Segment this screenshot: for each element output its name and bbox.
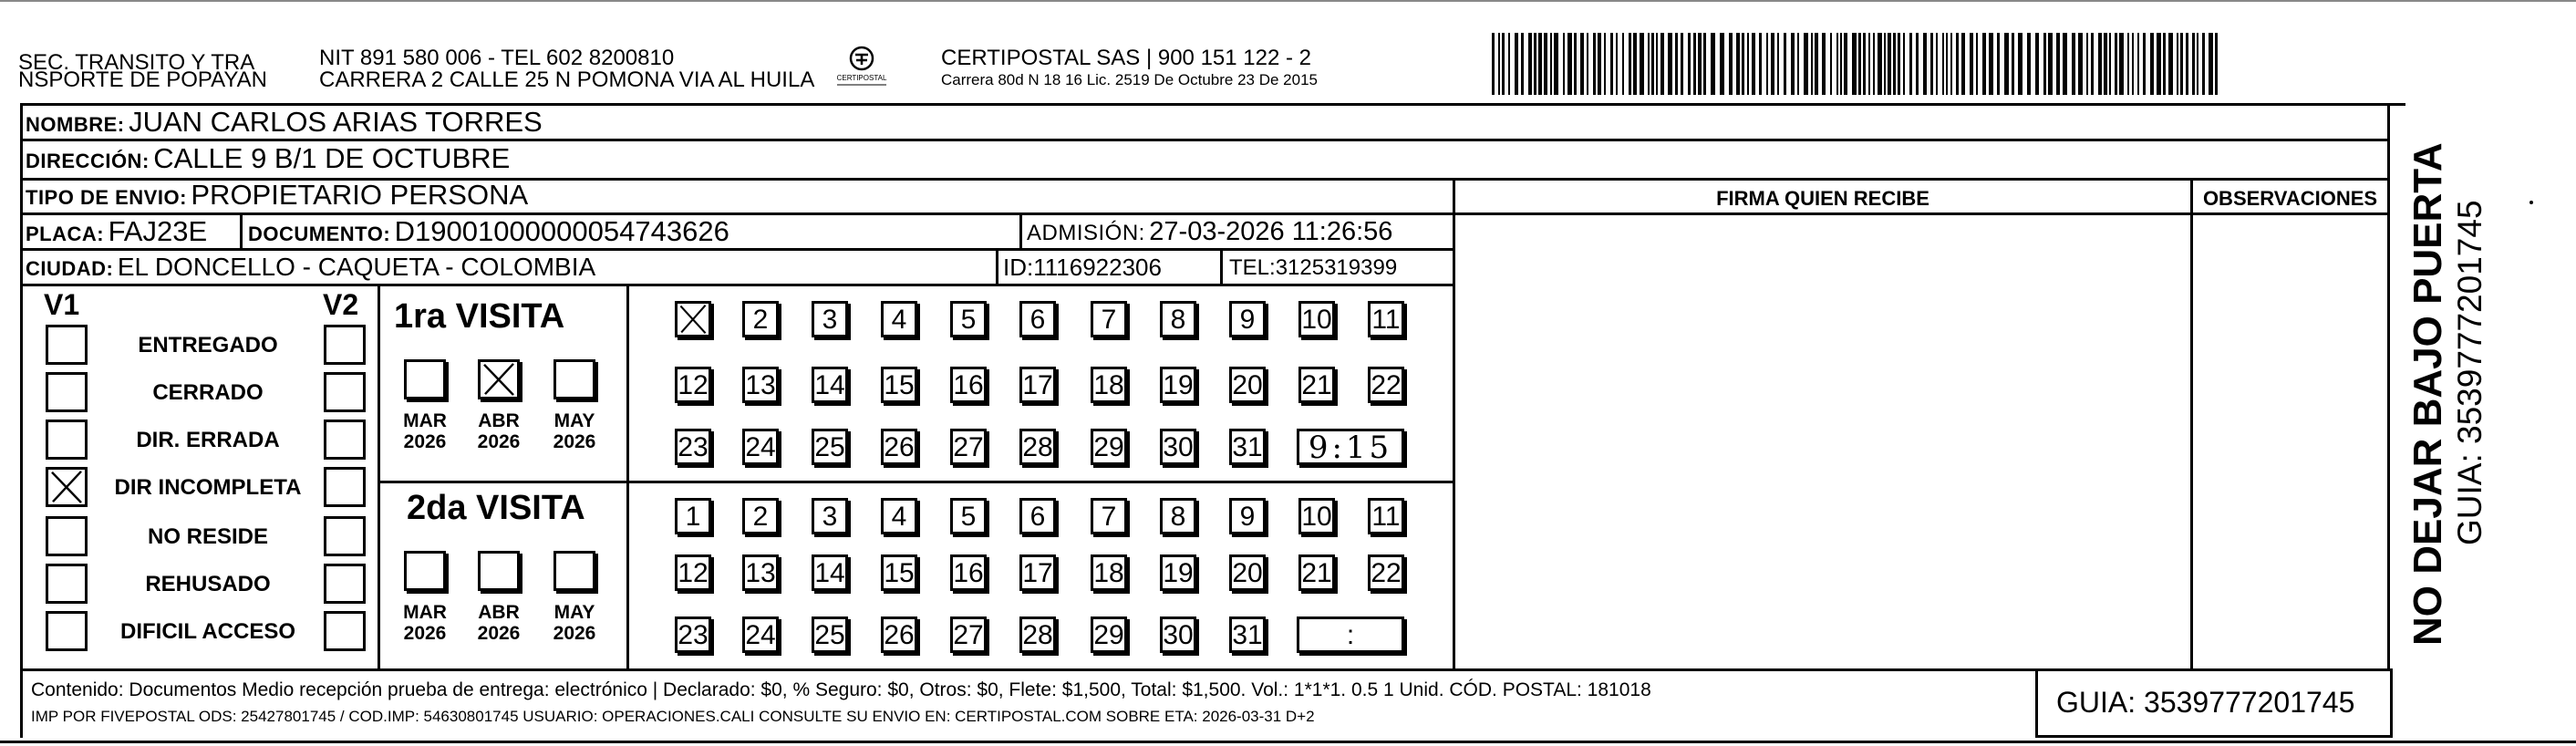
visit2-day-box[interactable]: 3 xyxy=(812,498,848,534)
barcode-bar xyxy=(1538,33,1542,95)
barcode-bar xyxy=(2192,33,2195,95)
barcode-bar xyxy=(2215,33,2218,95)
observaciones-left-border xyxy=(2190,178,2193,670)
visit1-day-box[interactable]: 6 xyxy=(1019,301,1056,337)
sender-line-1: SEC. TRANSITO Y TRA xyxy=(18,50,255,75)
status-v1-checkbox[interactable] xyxy=(46,420,88,460)
visit1-day-box[interactable]: 7 xyxy=(1091,301,1127,337)
barcode-bar xyxy=(1815,33,1818,95)
status-v2-checkbox[interactable] xyxy=(324,564,366,604)
barcode-bar xyxy=(1651,33,1654,95)
barcode-bar xyxy=(1956,33,1959,95)
nombre-field: NOMBRE: JUAN CARLOS ARIAS TORRES xyxy=(26,106,543,138)
visit2-day-box[interactable]: 13 xyxy=(742,554,779,591)
visit2-day-box[interactable]: 8 xyxy=(1160,498,1196,534)
barcode-bar xyxy=(2180,33,2183,95)
status-option-label: DIR. ERRADA xyxy=(136,428,280,452)
barcode-bar xyxy=(2143,33,2146,95)
barcode-bar xyxy=(1593,33,1596,95)
barcode-bar xyxy=(1711,33,1715,95)
barcode-bar xyxy=(1811,33,1813,95)
barcode-bar xyxy=(1534,33,1536,95)
status-v1-checkbox[interactable] xyxy=(46,467,88,507)
barcode xyxy=(1492,33,2221,95)
barcode-bar xyxy=(2209,33,2213,95)
barcode-bar xyxy=(1604,33,1606,95)
placa-divider xyxy=(240,212,243,249)
check-x-mark-icon xyxy=(481,362,517,397)
barcode-bar xyxy=(1688,33,1691,95)
visit1-day-box[interactable]: 3 xyxy=(812,301,848,337)
barcode-bar xyxy=(2018,33,2023,95)
barcode-bar xyxy=(1703,33,1706,95)
visit1-day-box[interactable]: 16 xyxy=(950,367,987,403)
visit2-day-box[interactable]: 10 xyxy=(1298,498,1335,534)
barcode-bar xyxy=(1660,33,1664,95)
visit2-day-box[interactable]: 26 xyxy=(881,616,917,653)
vertical-no-dejar-bajo-puerta: NO DEJAR BAJO PUERTA xyxy=(2405,142,2450,646)
barcode-bar xyxy=(1622,33,1624,95)
barcode-bar xyxy=(1844,33,1847,95)
barcode-bar xyxy=(2197,33,2198,95)
visit2-day-box[interactable]: 23 xyxy=(675,616,711,653)
barcode-bar xyxy=(2043,33,2046,95)
right-column-border xyxy=(2387,103,2390,671)
visit1-day-box[interactable] xyxy=(675,301,711,337)
visit2-day-box[interactable]: 17 xyxy=(1019,554,1056,591)
status-option-label: DIFICIL ACCESO xyxy=(119,619,295,644)
admision-divider xyxy=(1019,212,1022,249)
barcode-bar xyxy=(1587,33,1588,95)
barcode-bar xyxy=(1797,33,1799,95)
visit1-day-box[interactable]: 24 xyxy=(742,429,779,465)
status-divider xyxy=(378,284,380,668)
check-x-mark-icon xyxy=(48,470,85,504)
barcode-bar xyxy=(2086,33,2088,95)
visit1-day-box[interactable]: 27 xyxy=(950,429,987,465)
visit2-day-box[interactable]: 14 xyxy=(812,554,848,591)
barcode-bar xyxy=(2035,33,2039,95)
visit2-day-box[interactable]: 16 xyxy=(950,554,987,591)
barcode-bar xyxy=(2048,33,2053,95)
svg-text:CERTIPOSTAL: CERTIPOSTAL xyxy=(836,74,887,82)
visit2-day-box[interactable]: 5 xyxy=(950,498,987,534)
barcode-bar xyxy=(1598,33,1601,95)
barcode-bar xyxy=(1580,33,1584,95)
visit1-day-box[interactable]: 4 xyxy=(881,301,917,337)
visit1-day-box[interactable]: 17 xyxy=(1019,367,1056,403)
placa-field: PLACA: FAJ23E xyxy=(26,215,208,247)
barcode-bar xyxy=(1923,33,1927,95)
visit1-day-box[interactable]: 23 xyxy=(675,429,711,465)
visit2-title: 2da VISITA xyxy=(407,489,585,527)
status-v2-checkbox[interactable] xyxy=(324,372,366,412)
barcode-bar xyxy=(1878,33,1882,95)
barcode-bar xyxy=(1554,33,1558,95)
barcode-bar xyxy=(1997,33,2000,95)
barcode-bar xyxy=(2202,33,2205,95)
barcode-bar xyxy=(1840,33,1842,95)
visit2-month-checkbox[interactable] xyxy=(478,551,520,591)
visit2-day-box[interactable]: 31 xyxy=(1229,616,1266,653)
visit2-day-box[interactable]: 28 xyxy=(1019,616,1056,653)
status-option-label: REHUSADO xyxy=(145,572,271,596)
visit1-month-checkbox[interactable] xyxy=(478,359,520,399)
barcode-bar xyxy=(1563,33,1565,95)
footer-guia: GUIA: 3539777201745 xyxy=(2056,686,2355,719)
barcode-bar xyxy=(2119,33,2124,95)
visit1-day-box[interactable]: 8 xyxy=(1160,301,1196,337)
barcode-bar xyxy=(1884,33,1886,95)
visit2-day-box[interactable]: 27 xyxy=(950,616,987,653)
barcode-bar xyxy=(1936,33,1938,95)
barcode-bar xyxy=(1942,33,1944,95)
visit1-day-box[interactable]: 26 xyxy=(881,429,917,465)
barcode-bar xyxy=(1771,33,1774,95)
barcode-bar xyxy=(1830,33,1832,95)
barcode-bar xyxy=(1982,33,1986,95)
visit2-month-checkbox[interactable] xyxy=(553,551,595,591)
bottom-edge-line xyxy=(0,741,2576,743)
visit1-day-box[interactable]: 18 xyxy=(1091,367,1127,403)
barcode-bar xyxy=(1492,33,1495,95)
visit2-time-box[interactable]: : xyxy=(1297,616,1404,653)
barcode-bar xyxy=(1893,33,1896,95)
status-v1-checkbox[interactable] xyxy=(46,564,88,604)
firma-quien-recibe-label: FIRMA QUIEN RECIBE xyxy=(1716,187,1929,210)
visit1-day-box[interactable]: 9 xyxy=(1229,301,1266,337)
visit2-month-checkbox[interactable] xyxy=(404,551,446,591)
status-v2-checkbox[interactable] xyxy=(324,325,366,365)
visit2-day-box[interactable]: 21 xyxy=(1298,554,1335,591)
barcode-bar xyxy=(1629,33,1631,95)
status-v2-checkbox[interactable] xyxy=(324,420,366,460)
visit2-day-box[interactable]: 30 xyxy=(1160,616,1196,653)
visit2-day-box[interactable]: 7 xyxy=(1091,498,1127,534)
barcode-bar xyxy=(1681,33,1683,95)
barcode-bar xyxy=(1675,33,1678,95)
tel-field: TEL:3125319399 xyxy=(1229,255,1398,280)
barcode-bar xyxy=(1752,33,1755,95)
barcode-bar xyxy=(1729,33,1733,95)
visit1-day-box[interactable]: 12 xyxy=(675,367,711,403)
v1-label: V1 xyxy=(44,288,80,321)
visit1-day-box[interactable]: 25 xyxy=(812,429,848,465)
barcode-bar xyxy=(1852,33,1857,95)
check-x-mark-icon xyxy=(678,304,709,335)
row-ciudad-bottom xyxy=(20,284,1454,286)
barcode-bar xyxy=(1550,33,1552,95)
barcode-bar xyxy=(1610,33,1613,95)
visit2-month-label: MAR 2026 xyxy=(403,602,447,644)
barcode-bar xyxy=(1777,33,1779,95)
barcode-bar xyxy=(2109,33,2111,95)
barcode-bar xyxy=(1873,33,1875,95)
id-field: ID:1116922306 xyxy=(1003,254,1162,281)
visit1-day-box[interactable]: 30 xyxy=(1160,429,1196,465)
barcode-bar xyxy=(2157,33,2161,95)
barcode-bar xyxy=(1766,33,1768,95)
barcode-bar xyxy=(2132,33,2134,95)
visit1-day-box[interactable]: 2 xyxy=(742,301,779,337)
status-option-label: ENTREGADO xyxy=(138,333,278,357)
visit1-day-box[interactable]: 19 xyxy=(1160,367,1196,403)
barcode-bar xyxy=(1858,33,1861,95)
barcode-bar xyxy=(1868,33,1870,95)
barcode-bar xyxy=(1822,33,1826,95)
direccion-field: DIRECCIÓN: CALLE 9 B/1 DE OCTUBRE xyxy=(26,142,511,174)
firma-left-border xyxy=(1453,178,1455,670)
visit2-day-box[interactable]: 11 xyxy=(1368,498,1404,534)
status-v2-checkbox[interactable] xyxy=(324,611,366,651)
visit2-day-box[interactable]: 6 xyxy=(1019,498,1056,534)
barcode-bar xyxy=(1888,33,1891,95)
barcode-bar xyxy=(2177,33,2178,95)
barcode-bar xyxy=(2163,33,2166,95)
status-v2-checkbox[interactable] xyxy=(324,467,366,507)
id-divider xyxy=(996,248,998,285)
ciudad-field: CIUDAD: EL DONCELLO - CAQUETA - COLOMBIA xyxy=(26,253,596,281)
barcode-bar xyxy=(2004,33,2009,95)
visit2-month-label: ABR 2026 xyxy=(477,602,521,644)
barcode-bar xyxy=(2137,33,2139,95)
visit2-day-box[interactable]: 29 xyxy=(1091,616,1127,653)
visit1-day-box[interactable]: 21 xyxy=(1298,367,1335,403)
barcode-bar xyxy=(2056,33,2060,95)
row-nombre-bottom xyxy=(20,139,2387,141)
barcode-bar xyxy=(1836,33,1838,95)
barcode-bar xyxy=(2098,33,2102,95)
visit1-time-box[interactable]: 9:15 xyxy=(1297,429,1404,465)
barcode-bar xyxy=(2063,33,2067,95)
barcode-bar xyxy=(2115,33,2117,95)
visit1-day-box[interactable]: 14 xyxy=(812,367,848,403)
barcode-bar xyxy=(1903,33,1905,95)
barcode-bar xyxy=(1736,33,1740,95)
tel-divider xyxy=(1220,248,1223,285)
nit-line: NIT 891 580 006 - TEL 602 8200810 xyxy=(319,46,675,70)
barcode-bar xyxy=(1502,33,1505,95)
barcode-bar xyxy=(2104,33,2107,95)
barcode-bar xyxy=(1759,33,1762,95)
right-header-bottom xyxy=(1453,212,2390,215)
barcode-bar xyxy=(2186,33,2188,95)
observaciones-label: OBSERVACIONES xyxy=(2202,187,2378,210)
barcode-bar xyxy=(1668,33,1672,95)
form-left-border xyxy=(20,103,23,738)
status-v1-checkbox[interactable] xyxy=(46,516,88,556)
company-address: Carrera 80d N 18 16 Lic. 2519 De Octubre 23 De 2015 xyxy=(941,71,1318,88)
barcode-bar xyxy=(1648,33,1650,95)
sender-line-2: NSPORTE DE POPAYAN xyxy=(18,67,267,92)
barcode-bar xyxy=(1720,33,1724,95)
visit2-day-box[interactable]: 12 xyxy=(675,554,711,591)
barcode-bar xyxy=(1640,33,1644,95)
barcode-bar xyxy=(1633,33,1637,95)
barcode-bar xyxy=(1909,33,1912,95)
barcode-bar xyxy=(1863,33,1866,95)
barcode-bar xyxy=(2078,33,2083,95)
barcode-bar xyxy=(2012,33,2014,95)
visit1-month-label: MAY 2026 xyxy=(553,410,596,452)
visit2-day-box[interactable]: 24 xyxy=(742,616,779,653)
barcode-bar xyxy=(2150,33,2154,95)
documento-field: DOCUMENTO: D19001000000054743626 xyxy=(248,215,729,247)
visit1-day-box[interactable]: 11 xyxy=(1368,301,1404,337)
company-line: CERTIPOSTAL SAS | 900 151 122 - 2 xyxy=(941,46,1311,70)
visit1-day-box[interactable]: 22 xyxy=(1368,367,1404,403)
barcode-bar xyxy=(1804,33,1808,95)
barcode-bar xyxy=(1616,33,1618,95)
vertical-guia: GUIA: 3539777201745 xyxy=(2451,200,2488,545)
barcode-bar xyxy=(1791,33,1795,95)
visit2-day-box[interactable]: 4 xyxy=(881,498,917,534)
barcode-bar xyxy=(2072,33,2075,95)
visit1-day-box[interactable]: 5 xyxy=(950,301,987,337)
barcode-bar xyxy=(1747,33,1749,95)
visit2-day-box[interactable]: 20 xyxy=(1229,554,1266,591)
barcode-bar xyxy=(1698,33,1702,95)
barcode-bar xyxy=(1693,33,1696,95)
visit1-month-label: MAR 2026 xyxy=(403,410,447,452)
barcode-bar xyxy=(1970,33,1973,95)
barcode-bar xyxy=(1742,33,1744,95)
row-placa-bottom xyxy=(20,248,1454,251)
visit2-day-box[interactable]: 9 xyxy=(1229,498,1266,534)
status-option-label: NO RESIDE xyxy=(147,524,269,549)
barcode-bar xyxy=(1916,33,1919,95)
status-v2-checkbox[interactable] xyxy=(324,516,366,556)
barcode-bar xyxy=(1950,33,1952,95)
tipo-envio-field: TIPO DE ENVIO: PROPIETARIO PERSONA xyxy=(26,179,529,211)
status-v1-checkbox[interactable] xyxy=(46,372,88,412)
status-v1-checkbox[interactable] xyxy=(46,611,88,651)
footer-line-1: Contenido: Documentos Medio recepción prueba de entrega: electrónico | Declarado: $0, % Seguro: $0, Otros: $0, Flete: $1,500, Total: $1,500. Vol.: 1*1*1. 0.5 1 Unid. CÓD. POSTAL: 181018 xyxy=(31,679,1651,700)
top-edge-line xyxy=(0,0,2576,2)
right-dot xyxy=(2529,201,2533,204)
visit1-day-box[interactable]: 28 xyxy=(1019,429,1056,465)
footer-line-2: IMP POR FIVEPOSTAL ODS: 25427801745 / COD.IMP: 54630801745 USUARIO: OPERACIONES.CALI CONSULTE SU ENVIO EN: CERTIPOSTAL.COM SOBRE ETA: 2026-03-31 D+2 xyxy=(31,708,1315,725)
visit1-day-box[interactable]: 13 xyxy=(742,367,779,403)
barcode-bar xyxy=(1930,33,1933,95)
admision-field: ADMISIÓN: 27-03-2026 11:26:56 xyxy=(1027,217,1393,246)
visit1-day-box[interactable]: 15 xyxy=(881,367,917,403)
certipostal-logo-icon xyxy=(828,40,895,91)
barcode-bar xyxy=(1498,33,1500,95)
address-line: CARRERA 2 CALLE 25 N POMONA VIA AL HUILA xyxy=(319,67,815,92)
barcode-bar xyxy=(1961,33,1965,95)
barcode-bar xyxy=(1898,33,1900,95)
visit2-day-box[interactable]: 18 xyxy=(1091,554,1127,591)
visit2-month-label: MAY 2026 xyxy=(553,602,596,644)
barcode-bar xyxy=(1976,33,1978,95)
months-divider xyxy=(626,284,629,668)
barcode-bar xyxy=(2027,33,2031,95)
barcode-bar xyxy=(1508,33,1510,95)
status-v1-checkbox[interactable] xyxy=(46,325,88,365)
visit1-month-checkbox[interactable] xyxy=(553,359,595,399)
visit1-month-checkbox[interactable] xyxy=(404,359,446,399)
visit2-day-box[interactable]: 22 xyxy=(1368,554,1404,591)
barcode-bar xyxy=(1656,33,1658,95)
barcode-bar xyxy=(1515,33,1518,95)
visit1-title: 1ra VISITA xyxy=(394,297,565,336)
barcode-bar xyxy=(2168,33,2173,95)
barcode-bar xyxy=(1521,33,1524,95)
barcode-bar xyxy=(1528,33,1532,95)
barcode-bar xyxy=(2091,33,2094,95)
visit1-day-box[interactable]: 20 xyxy=(1229,367,1266,403)
visit1-month-label: ABR 2026 xyxy=(477,410,521,452)
v2-label: V2 xyxy=(323,288,359,321)
visit2-day-box[interactable]: 1 xyxy=(675,498,711,534)
visit-separator xyxy=(378,481,1453,483)
barcode-bar xyxy=(1567,33,1572,95)
visit2-day-box[interactable]: 25 xyxy=(812,616,848,653)
barcode-bar xyxy=(1989,33,1993,95)
barcode-bar xyxy=(1544,33,1547,95)
status-option-label: DIR INCOMPLETA xyxy=(114,475,302,500)
barcode-bar xyxy=(1574,33,1577,95)
visit1-day-box[interactable]: 31 xyxy=(1229,429,1266,465)
status-option-label: CERRADO xyxy=(152,380,264,405)
barcode-bar xyxy=(2127,33,2129,95)
barcode-bar xyxy=(1946,33,1948,95)
visit2-day-box[interactable]: 15 xyxy=(881,554,917,591)
visit1-day-box[interactable]: 10 xyxy=(1298,301,1335,337)
barcode-bar xyxy=(1784,33,1786,95)
visit1-day-box[interactable]: 29 xyxy=(1091,429,1127,465)
visit2-day-box[interactable]: 19 xyxy=(1160,554,1196,591)
visit2-day-box[interactable]: 2 xyxy=(742,498,779,534)
